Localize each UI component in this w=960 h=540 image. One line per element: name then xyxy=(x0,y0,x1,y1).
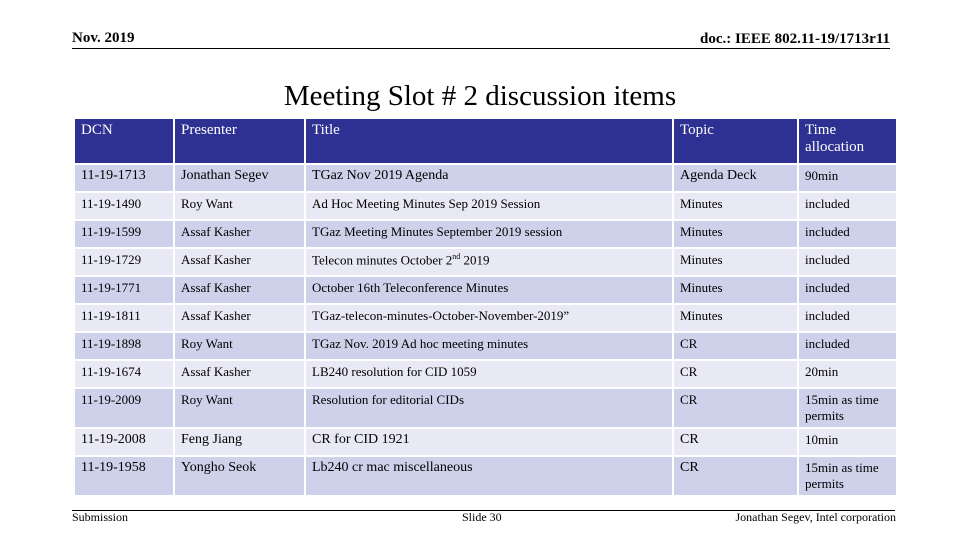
cell-title: CR for CID 1921 xyxy=(305,428,673,456)
header-doc-id: doc.: IEEE 802.11-19/1713r11 xyxy=(699,31,890,47)
table-row xyxy=(74,220,897,248)
col-header-presenter: Presenter xyxy=(174,118,305,164)
cell-topic: CR xyxy=(673,360,798,388)
slide-title: Meeting Slot # 2 discussion items xyxy=(283,80,677,112)
cell-dcn: 11-19-1729 xyxy=(74,248,174,276)
table-row xyxy=(74,164,897,192)
cell-title: TGaz-telecon-minutes-October-November-2019” xyxy=(305,304,673,332)
table-row xyxy=(74,360,897,388)
cell-time: included xyxy=(798,192,897,220)
cell-dcn: 11-19-1771 xyxy=(74,276,174,304)
cell-title: Lb240 cr mac miscellaneous xyxy=(305,456,673,496)
cell-topic: CR xyxy=(673,456,798,496)
cell-time: included xyxy=(798,276,897,304)
cell-dcn: 11-19-1490 xyxy=(74,192,174,220)
cell-time: 15min as time permits xyxy=(798,388,897,428)
cell-dcn: 11-19-2008 xyxy=(74,428,174,456)
cell-time: included xyxy=(798,220,897,248)
col-header-time: Time allocation xyxy=(798,118,897,164)
table-row xyxy=(74,388,897,428)
cell-presenter: Feng Jiang xyxy=(174,428,305,456)
header-divider xyxy=(72,48,890,49)
header-date: Nov. 2019 xyxy=(72,30,135,46)
cell-title: TGaz Meeting Minutes September 2019 session xyxy=(305,220,673,248)
cell-title: Ad Hoc Meeting Minutes Sep 2019 Session xyxy=(305,192,673,220)
cell-topic: Minutes xyxy=(673,248,798,276)
cell-time: 90min xyxy=(798,164,897,192)
cell-title: LB240 resolution for CID 1059 xyxy=(305,360,673,388)
cell-topic: Minutes xyxy=(673,276,798,304)
cell-presenter: Assaf Kasher xyxy=(174,220,305,248)
cell-topic: Minutes xyxy=(673,192,798,220)
table-row xyxy=(74,428,897,456)
cell-presenter: Assaf Kasher xyxy=(174,360,305,388)
cell-dcn: 11-19-1958 xyxy=(74,456,174,496)
cell-topic: Agenda Deck xyxy=(673,164,798,192)
table-header-row xyxy=(74,118,897,164)
table-row xyxy=(74,192,897,220)
cell-time: 15min as time permits xyxy=(798,456,897,496)
cell-time: included xyxy=(798,332,897,360)
cell-presenter: Roy Want xyxy=(174,192,305,220)
col-header-title: Title xyxy=(305,118,673,164)
cell-presenter: Assaf Kasher xyxy=(174,304,305,332)
table-row xyxy=(74,332,897,360)
discussion-items-table xyxy=(73,117,898,497)
cell-topic: Minutes xyxy=(673,220,798,248)
footer-author: Jonathan Segev, Intel corporation xyxy=(735,510,896,524)
cell-dcn: 11-19-1599 xyxy=(74,220,174,248)
cell-time: included xyxy=(798,304,897,332)
col-header-dcn: DCN xyxy=(74,118,174,164)
cell-dcn: 11-19-1898 xyxy=(74,332,174,360)
cell-title: TGaz Nov 2019 Agenda xyxy=(305,164,673,192)
cell-presenter: Roy Want xyxy=(174,388,305,428)
table-row xyxy=(74,276,897,304)
table-row xyxy=(74,304,897,332)
cell-topic: CR xyxy=(673,428,798,456)
cell-time: included xyxy=(798,248,897,276)
cell-presenter: Yongho Seok xyxy=(174,456,305,496)
cell-topic: CR xyxy=(673,388,798,428)
table-row xyxy=(74,248,897,276)
cell-title: Telecon minutes October 2nd 2019 xyxy=(305,248,673,276)
cell-dcn: 11-19-1811 xyxy=(74,304,174,332)
cell-title: October 16th Teleconference Minutes xyxy=(305,276,673,304)
cell-title: Resolution for editorial CIDs xyxy=(305,388,673,428)
col-header-topic: Topic xyxy=(673,118,798,164)
cell-dcn: 11-19-1674 xyxy=(74,360,174,388)
table-row xyxy=(74,456,897,496)
cell-title: TGaz Nov. 2019 Ad hoc meeting minutes xyxy=(305,332,673,360)
cell-dcn: 11-19-2009 xyxy=(74,388,174,428)
cell-time: 10min xyxy=(798,428,897,456)
cell-topic: Minutes xyxy=(673,304,798,332)
footer-slide-number: Slide 30 xyxy=(462,510,502,524)
footer-submission: Submission xyxy=(72,510,129,524)
cell-dcn: 11-19-1713 xyxy=(74,164,174,192)
cell-presenter: Jonathan Segev xyxy=(174,164,305,192)
cell-presenter: Roy Want xyxy=(174,332,305,360)
cell-presenter: Assaf Kasher xyxy=(174,248,305,276)
cell-topic: CR xyxy=(673,332,798,360)
cell-time: 20min xyxy=(798,360,897,388)
cell-presenter: Assaf Kasher xyxy=(174,276,305,304)
